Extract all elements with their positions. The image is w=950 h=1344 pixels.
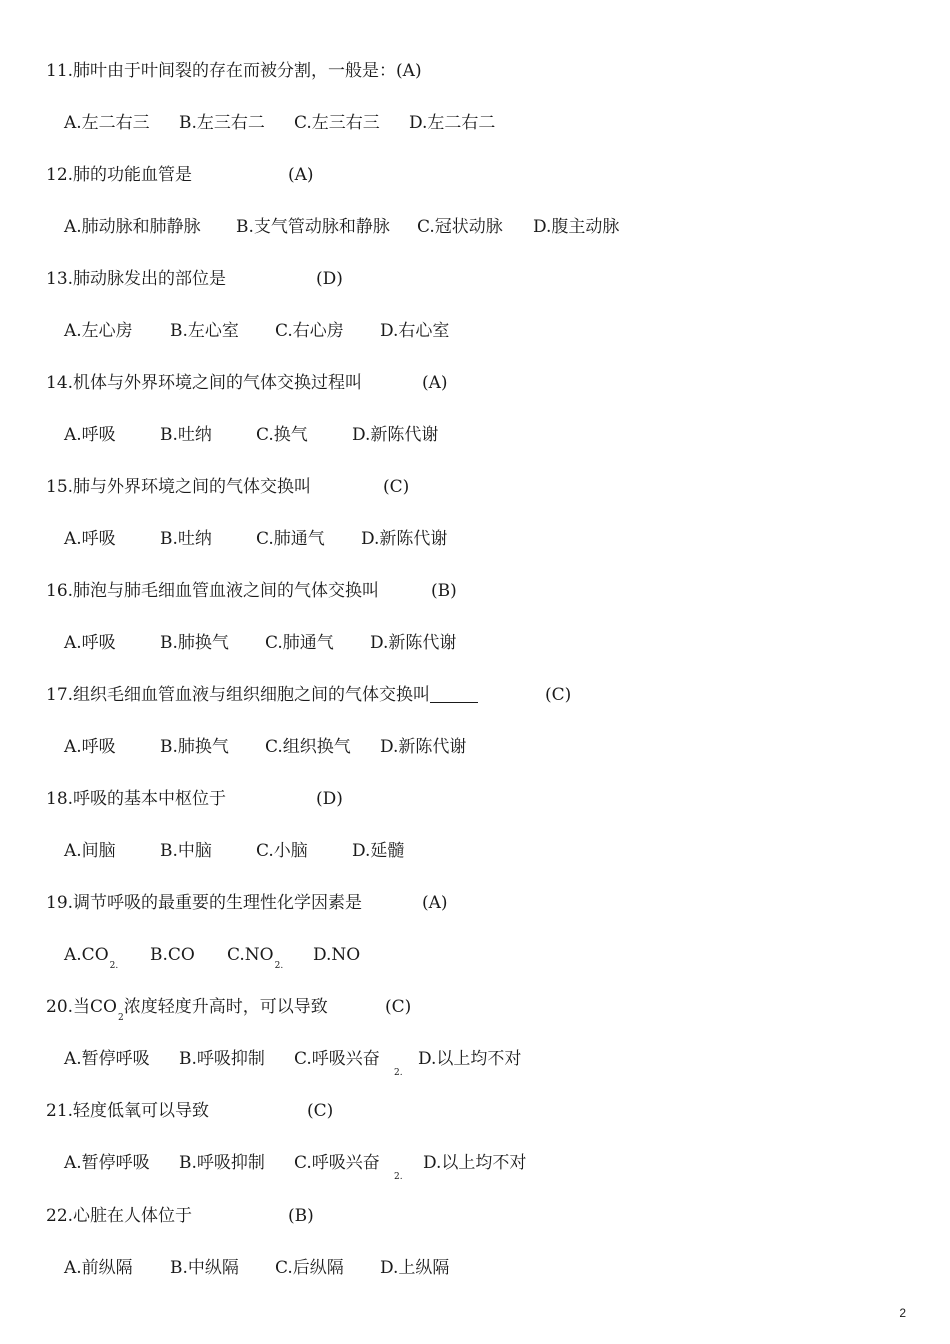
stray-subscript: 2. <box>394 1172 403 1182</box>
question-answer: (A) <box>422 373 448 393</box>
question-stem-pre: 20.当CO <box>46 997 117 1017</box>
option-d: D.腹主动脉 <box>533 217 620 237</box>
option-d: D.以上均不对 <box>423 1153 527 1173</box>
option-c: C.右心房 <box>275 321 344 341</box>
question-21-stem <box>46 1100 334 1122</box>
question-stem: 16.肺泡与肺毛细血管血液之间的气体交换叫 <box>46 581 380 601</box>
question-stem: 12.肺的功能血管是 <box>46 165 193 185</box>
question-13-stem <box>46 268 343 290</box>
question-18-stem <box>46 788 343 810</box>
question-stem: 11.肺叶由于叶间裂的存在而被分割，一般是： <box>46 61 397 81</box>
option-a: A.呼吸 <box>64 529 116 549</box>
question-15-stem <box>46 476 410 498</box>
option-c: C.组织换气 <box>265 737 351 757</box>
question-14-stem <box>46 372 448 394</box>
option-b: B.呼吸抑制 <box>179 1049 265 1069</box>
option-c-text: C.NO <box>227 945 274 965</box>
option-c: C.肺通气 <box>265 633 334 653</box>
question-answer: (B) <box>288 1206 314 1226</box>
option-b: B.CO <box>150 945 195 965</box>
option-d: D.新陈代谢 <box>380 737 467 757</box>
option-c: C.小脑 <box>256 841 308 861</box>
option-a: A.肺动脉和肺静脉 <box>64 217 201 237</box>
question-12-stem <box>46 164 314 186</box>
option-b: B.肺换气 <box>160 737 229 757</box>
subscript: 2 <box>117 1013 124 1023</box>
page-number: 2 <box>899 1306 906 1320</box>
option-d: D.新陈代谢 <box>370 633 457 653</box>
option-b: B.左心室 <box>170 321 239 341</box>
question-17-stem <box>46 684 572 706</box>
option-d: D.左二右二 <box>409 113 496 133</box>
option-a: A.间脑 <box>64 841 116 861</box>
stray-subscript: 2. <box>394 1068 403 1078</box>
option-a: A.呼吸 <box>64 737 116 757</box>
option-d: D.以上均不对 <box>418 1049 522 1069</box>
option-d: D.新陈代谢 <box>352 425 439 445</box>
question-answer: (A) <box>396 61 422 81</box>
option-a: A.左二右三 <box>64 113 150 133</box>
option-c: C.后纵隔 <box>275 1258 344 1278</box>
question-answer: (C) <box>385 997 412 1017</box>
option-d: D.延髓 <box>352 841 405 861</box>
option-b: B.肺换气 <box>160 633 229 653</box>
question-answer: (A) <box>422 893 448 913</box>
question-answer: (D) <box>316 269 343 289</box>
option-a <box>64 944 118 969</box>
option-c: C.左三右三 <box>294 113 380 133</box>
subscript: 2. <box>109 961 119 971</box>
question-11-stem <box>46 60 422 82</box>
option-a: A.呼吸 <box>64 633 116 653</box>
option-b: B.支气管动脉和静脉 <box>236 217 390 237</box>
option-a-text: A.CO <box>64 945 109 965</box>
answer-blank <box>430 684 478 703</box>
question-stem: 18.呼吸的基本中枢位于 <box>46 789 227 809</box>
option-a: A.呼吸 <box>64 425 116 445</box>
option-b: B.吐纳 <box>160 425 212 445</box>
option-b: B.吐纳 <box>160 529 212 549</box>
option-c: C.冠状动脉 <box>417 217 503 237</box>
question-22-stem <box>46 1205 314 1227</box>
question-stem: 15.肺与外界环境之间的气体交换叫 <box>46 477 312 497</box>
question-answer: (D) <box>316 789 343 809</box>
question-answer: (C) <box>383 477 410 497</box>
option-d: D.NO <box>313 945 361 965</box>
option-b: B.呼吸抑制 <box>179 1153 265 1173</box>
option-c: C.呼吸兴奋 <box>294 1049 380 1069</box>
option-a: A.暂停呼吸 <box>64 1049 150 1069</box>
question-stem: 21.轻度低氧可以导致 <box>46 1101 210 1121</box>
option-d: D.右心室 <box>380 321 450 341</box>
question-16-stem <box>46 580 457 602</box>
question-stem: 22.心脏在人体位于 <box>46 1206 193 1226</box>
question-20-stem <box>46 996 412 1023</box>
option-a: A.暂停呼吸 <box>64 1153 150 1173</box>
question-stem: 19.调节呼吸的最重要的生理性化学因素是 <box>46 893 363 913</box>
question-answer: (A) <box>288 165 314 185</box>
question-stem: 14.机体与外界环境之间的气体交换过程叫 <box>46 373 363 393</box>
question-stem: 13.肺动脉发出的部位是 <box>46 269 227 289</box>
option-b: B.中脑 <box>160 841 212 861</box>
option-d: D.上纵隔 <box>380 1258 450 1278</box>
question-answer: (B) <box>431 581 457 601</box>
option-b: B.左三右二 <box>179 113 265 133</box>
question-19-stem <box>46 892 448 914</box>
question-stem-post: 浓度轻度升高时，可以导致 <box>123 997 328 1017</box>
question-answer: (C) <box>307 1101 334 1121</box>
option-a: A.左心房 <box>64 321 133 341</box>
subscript: 2. <box>274 961 284 971</box>
question-answer: (C) <box>545 685 572 705</box>
option-c <box>227 944 283 969</box>
option-c: C.换气 <box>256 425 308 445</box>
option-d: D.新陈代谢 <box>361 529 448 549</box>
option-c: C.肺通气 <box>256 529 325 549</box>
question-stem: 17.组织毛细血管血液与组织细胞之间的气体交换叫 <box>46 685 431 705</box>
option-a: A.前纵隔 <box>64 1258 133 1278</box>
option-c: C.呼吸兴奋 <box>294 1153 380 1173</box>
option-b: B.中纵隔 <box>170 1258 239 1278</box>
